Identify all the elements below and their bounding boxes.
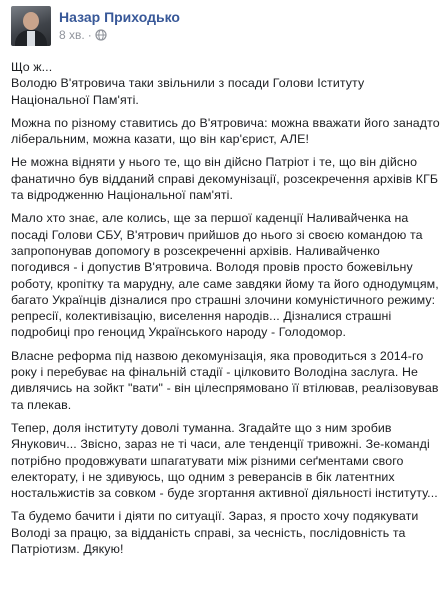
author-name-link[interactable]: Назар Приходько — [59, 9, 180, 25]
post-paragraph-future: Тепер, доля інституту доволі туманна. Згадайте що з ним зробив Янукович... Звісно, зараз не ті часи, але тенденції тривожні. Зе-команді потрібно продовжувати шпагатувати між різними сеґментами свого електорату, і не здивуюсь, що одним з реверансів в бік латентних ностальжистів за совком - буде згортання активної діяльності інституту... — [11, 420, 438, 501]
avatar-shirt-shape — [27, 31, 35, 46]
post-timestamp[interactable]: 8 хв. — [59, 28, 85, 42]
meta-separator: · — [87, 28, 92, 42]
globe-icon[interactable] — [95, 29, 107, 41]
post-paragraph-intro: Що ж... Володю В'ятровича таки звільнили з посади Голови Іституту Національної Пам'яті. — [11, 60, 365, 107]
post-paragraph-reform: Власне реформа під назвою декомунізація, яка проводиться з 2014-го року і перебуває на фінальній стадії - цілковито Володіна заслуга. Не дивлячись на зойкт "вати" - він цілеспрямовано її втілював, реалізовував та плекав. — [11, 348, 439, 412]
post-meta — [59, 6, 180, 43]
post-paragraph-archives: Мало хто знає, але колись, ще за першої каденції Наливайченка на посаді Голови СБУ, В'ятрович прийшов до нього зі своєю командою та запропонував допомогу в розсекреченні архівів. Наливайченко погодився - і допустив В'ятровича. Володя провів просто божевільну роботу, кропітку та марудну, але саме завдяки йому та його однодумцям, багато Українців дізналися про страшні злочини комуністичного режиму: репресії, колективізацію, виселення народів... Дізналися страшні подробиці про геноцид Українського народу - Голодомор. — [11, 211, 439, 340]
post-body — [11, 59, 441, 557]
post-paragraph-thanks: Та будемо бачити і діяти по ситуації. Зараз, я просто хочу подякувати Володі за працю, за відданість справі, за чесність, послідовність та Патріотизм. Дякую! — [11, 509, 419, 557]
post-subline — [59, 27, 180, 43]
post-paragraph-attitude: Можна по різному ставитись до В'ятровича: можна вважати його занадто ліберальним, можна казати, що він кар'єрист, АЛЕ! — [11, 115, 440, 147]
post-header — [11, 6, 441, 50]
author-avatar[interactable] — [11, 6, 51, 46]
post-paragraph-patriot: Не можна відняти у нього те, що він дійсно Патріот і те, що він дійсно фанатично був відданий справі декомунізації, розсекречення архівів КГБ та відродженню Національної пам'яті. — [11, 155, 439, 203]
avatar-head-shape — [23, 12, 39, 30]
